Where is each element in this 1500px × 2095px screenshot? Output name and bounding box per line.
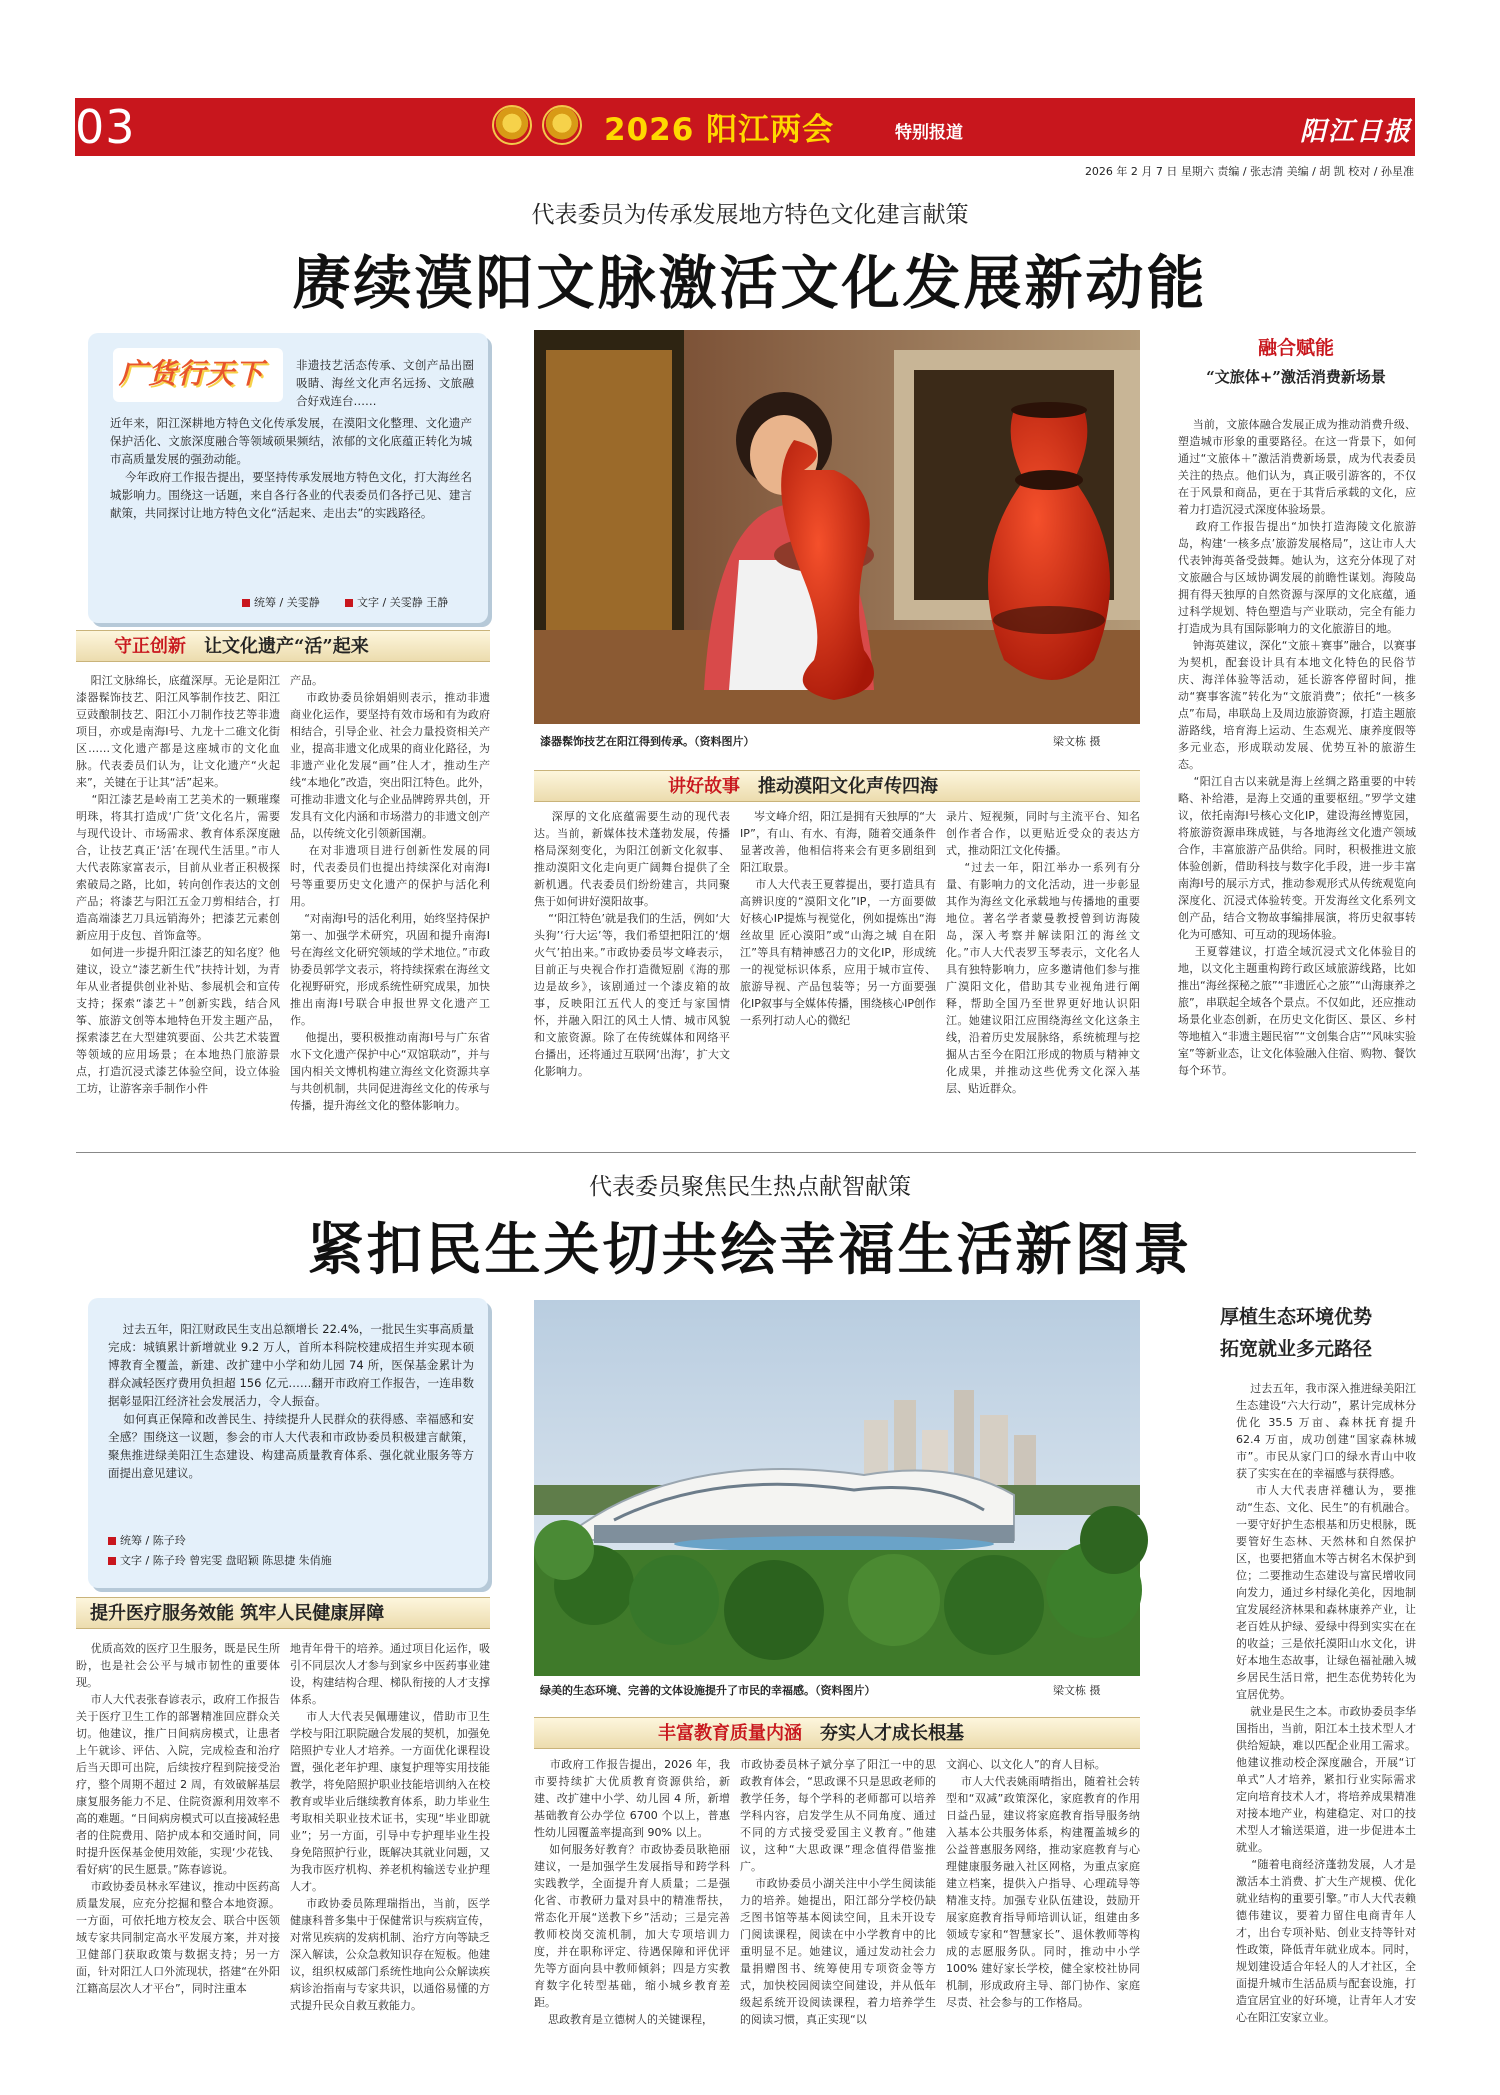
newspaper-logo: 阳江日报 xyxy=(1300,117,1413,147)
story1-kicker: 代表委员为传承发展地方特色文化建言献策 xyxy=(531,202,969,228)
story2-photo-credit: 梁文栋 摄 xyxy=(1053,1684,1101,1697)
story2-col5: 文润心、以文化人”的育人目标。 市人大代表姚雨晴指出，随着社会转型和“双减”政策深化，家庭教育的作用日益凸显，建议将家庭教育指导服务纳入基本公共服务体系，构建覆盖城乡的公益普惠服务网络，推动家庭教育与心理健康服务融入社区网格，为重点家庭建立档案，提供入户指导、心理疏导等精准支持。加强专业队伍建设，鼓励开展家庭教育指导师培训认证，组建由多领域专家和“智慧家长”、退休教师等构成的志愿服务队。同时，推动中小学 100% 建好家长学校，健全家校社协同机制，形成政府主导、部门协作、家庭尽责、社会参与的工作格局。 xyxy=(946,1758,1141,2009)
story1-col3: 深厚的文化底蕴需要生动的现代表达。当前，新媒体技术蓬勃发展，传播格局深刻变化，为阳江创新文化叙事、推动漠阳文化走向更广阔舞台提供了全新机遇。代表委员们纷纷建言，共同聚焦于如何讲好漠阳故事。 “‘阳江特色’就是我们的生活，例如‘大头狗’‘行大运’等，我们希望把阳江的‘烟火气’拍出来。”市政协委员岑文峰表示，目前正与央视合作打造微短剧《海的那边是故乡》，该剧通过一个漆皮箱的故事，反映阳江五代人的变迁与家国情怀，并融入阳江的风土人情、城市风貌和文旅资源。除了在传统媒体和网络平台播出，还将通过互联网‘出海’，扩大文化影响力。 xyxy=(534,810,731,1078)
story1-section1-head: 守正创新 让文化遗产“活”起来 xyxy=(76,630,490,662)
story2-side-head-1: 厚植生态环境优势 xyxy=(1219,1306,1372,1328)
story1-intro-text: 近年来，阳江深耕地方特色文化传承发展，在漠阳文化整理、文化遗产保护活化、文旅深度融合等领域硕果频结，浓郁的文化底蕴正转化为城市高质量发展的强劲动能。 今年政府工作报告提出，要坚持传承发展地方特色文化，打大海丝名城影响力。围绕这一话题，来自各行各业的代表委员们各抒己见、建言献策，共同探讨让地方特色文化“活起来、走出去”的实践路径。 xyxy=(110,416,473,520)
story1-col4: 岑文峰介绍，阳江是拥有天独厚的“大IP”，有山、有水、有海，随着交通条件显著改善，他相信将来会有更多剧组到阳江取景。 市人大代表王夏蓉提出，要打造具有高辨识度的“漠阳文化”IP，一方面要做好核心IP提炼与视觉化，例如提炼出“海丝故里 匠心漠阳”或“山海之城 自在阳江”等具有精神感召力的文化IP，形成统一的视觉标识体系，应用于城市宣传、旅游导视、产品包装等；另一方面要强化IP叙事与全媒体传播，围绕核心IP创作一系列打动人心的微纪 xyxy=(740,810,936,1027)
bullet-square-icon xyxy=(345,599,353,607)
story2-col2: 地青年骨干的培养。通过项目化运作，吸引不同层次人才参与到家乡中医药事业建设，构建结构合理、梯队衔接的人才支撑体系。 市人大代表吴佩珊建议，借助市卫生学校与阳江职院融合发展的契机，加强免陪照护专业人才培养。一方面优化课程设置，强化老年护理、康复护理等实用技能教学，将免陪照护职业技能培训纳入在校教育或毕业后继续教育体系，助力毕业生考取相关职业技术证书，实现“毕业即就业”；另一方面，引导中专护理毕业生投身免陪照护行业，既解决其就业问题，又为我市医疗机构、养老机构输送专业护理人才。 市政协委员陈理瑞指出，当前，医学健康科普多集中于保健常识与疾病宣传，对常见疾病的发病机制、治疗方向等缺乏深入解读，公众急救知识存在短板。他建议，组织权威部门系统性地向公众解读疾病诊治指南与专家共识，以通俗易懂的方式提升民众自救互救能力。 xyxy=(290,1642,490,2012)
story2-section2-head: 丰富教育质量内涵 夯实人才成长根基 xyxy=(534,1717,1140,1749)
lacquer-craft-photo xyxy=(534,330,1140,724)
cppcc-emblem-icon xyxy=(542,105,582,145)
bullet-square-icon xyxy=(108,1557,116,1565)
story2-col4: 市政协委员林子斌分享了阳江一中的思政教育体会，“思政课不只是思政老师的教学任务，每个学科的老师都可以培养学科内容，启发学生从不同角度、通过不同的方式接受爱国主义教育。”他建议，这种“大思政课”理念值得借鉴推广。 市政协委员小湖关注中小学生阅读能力的培养。她提出，阳江部分学校仍缺乏图书馆等基本阅读空间，且未开设专门阅读课程，阅读在中小学教育中的比重明显不足。她建议，通过发动社会力量捐赠图书、统筹使用专项资金等方式，加快校园阅读空间建设，并从低年级起系统开设阅读课程，着力培养学生的阅读习惯，真正实现“以 xyxy=(740,1758,936,2026)
story-divider xyxy=(76,1152,1416,1153)
story2-col6: 过去五年，我市深入推进绿美阳江生态建设“六大行动”，累计完成林分优化 35.5 万亩、森林抚育提升 62.4 万亩，成功创建“国家森林城市”。市民从家门口的绿水青山中收获了实实在在的幸福感与获得感。 市人大代表唐祥穗认为，要推动“生态、文化、民生”的有机融合。一要守好护生态根基和历史根脉，既要管好生态林、天然林和自然保护区，也要把猪血木等古树名木保护到位；二要推动生态建设与富民增收同向发力，通过乡村绿化美化，因地制宜发展经济林果和森林康养产业，让老百姓从护绿、爱绿中得到实实在在的收益；三是依托漠阳山水文化，讲好本地生态故事，让绿色福祉融入城乡居民生活日常，把生态优势转化为宜居优势。 就业是民生之本。市政协委员李华国指出，当前，阳江本土技术型人才供给短缺，难以匹配企业用工需求。他建议推动校企深度融合，开展“订单式”人才培养，紧扣行业实际需求定向培育技术人才，将培养成果精准对接本地产业，构建稳定、对口的技术型人才输送渠道，进一步促进本土就业。 “随着电商经济蓬勃发展，人才是激活本土消费、扩大生产规模、优化就业结构的重要引擎。”市人大代表赖德伟建议，要着力留住电商青年人才，出台专项补贴、创业支持等针对性政策，降低青年就业成本。同时，规划建设适合年轻人的人才社区，全面提升城市生活品质与配套设施，打造宜居宜业的好环境，让青年人才安心在阳江安家立业。 xyxy=(1236,1382,1416,2024)
story2-col1: 优质高效的医疗卫生服务，既是民生所盼，也是社会公平与城市韧性的重要体现。 市人大代表张春谚表示，政府工作报告关于医疗卫生工作的部署精准回应群众关切。他建议，推广日间病房模式，让患者上午就诊、评估、入院，完成检查和治疗后当天即可出院，后续按疗程到院接受治疗，整个周期不超过 2 周，有效破解基层康复服务能力不足、住院资源利用效率不高的难题。“日间病房模式可以直接减轻患者的住院费用、陪护成本和交通时间，同时提升医保基金使用效能，实现‘少花钱、看好病’的民生愿景。”陈春谚说。 市政协委员林永军建议，推动中医药高质量发展，应充分挖掘和整合本地资源。一方面，可依托地方校友会、联合中医领域专家共同制定高水平发展方案，并对接卫健部门获取政策与数据支持；另一方面，针对阳江人口外流现状，搭建“在外阳江籍高层次人才平台”，同时注重本 xyxy=(76,1642,280,1995)
story2-intro-text: 过去五年，阳江财政民生支出总额增长 22.4%，一批民生实事高质量完成：城镇累计新增就业 9.2 万人，首所本科院校建成招生并实现本硕博教育全覆盖，新建、改扩建中小学和幼儿园 74 所，医保基金累计为群众减轻医疗费用负担超 156 亿元……翻开市政府工作报告，一连串数据彰显阳江经济社会发展活力，令人振奋。 如何真正保障和改善民生、持续提升人民群众的获得感、幸福感和安全感？围绕这一议题，参会的市人大代表和市政协委员积极建言献策，聚焦推进绿美阳江生态建设、构建高质量教育体系、强化就业服务等方面提出意见建议。 xyxy=(108,1322,475,1480)
story1-col6: 当前，文旅体融合发展正成为推动消费升级、塑造城市形象的重要路径。在这一背景下，如何通过“文旅体＋”激活消费新场景，成为代表委员关注的热点。他们认为，真正吸引游客的，不仅在于风景和商品，更在于其背后承载的文化，应着力打造沉浸式深度体验场景。 政府工作报告提出“加快打造海陵文化旅游岛，构建‘一核多点’旅游发展格局”，这让市人大代表钟海英备受鼓舞。她认为，这充分体现了对文旅融合与区域协调发展的前瞻性谋划。海陵岛拥有得天独厚的自然资源与深厚的文化底蕴，通过科学规划、特色塑造与产业联动，完全有能力打造成为具有国际影响力的文化旅游目的地。 钟海英建议，深化“文旅＋赛事”融合，以赛事为契机，配套设计具有本地文化特色的民俗节庆、海洋体验等活动，延长游客停留时间，推动“赛事客流”转化为“文旅消费”；依托“一核多点”布局，串联岛上及周边旅游资源，打造主题旅游路线，培育海上运动、生态观光、康养度假等多元业态，形成联动发展、优势互补的旅游生态。 “阳江自古以来就是海上丝绸之路重要的中转略、补给港，是海上交通的重要枢纽。”罗学文建议，依托南海Ⅰ号核心文化IP，建设海丝博览园，将旅游资源串珠成链，与各地海丝文化遗产领域合作，丰富旅游产品供给。同时，积极推进文旅体验创新，借助科技与数字化手段，进一步丰富南海Ⅰ号的展示方式，推动参观形式从传统观览向深度化、沉浸式体验转变。开发海丝文化系列文创产品，结合文物故事编排展演，将历史叙事转化为可感知、可互动的现场体验。 王夏蓉建议，打造全域沉浸式文化体验目的地，以文化主题重构跨行政区域旅游线路，比如推出“海丝探秘之旅”“非遗匠心之旅”“山海康养之旅”，串联起全域各个景点。不仅如此，还应推动场景化业态创新，在历史文化街区、景区、乡村等地植入“非遗主题民宿”“文创集合店”“风味实验室”等新业态，让文化体验融入住宿、购物、餐饮每个环节。 xyxy=(1178,418,1416,1077)
story1-col2: 产品。 市政协委员徐娟娟则表示，推动非遗商业化运作，要坚持有效市场和有为政府相结合，引导企业、社会力量投资相关产业，提高非遗文化成果的商业化路径，为非遗产业化发展“画”住人才，推动生产线“本地化”改造，突出阳江特色。此外，可推动非遗文化与企业品牌跨界共创，开发具有文化内涵和市场潜力的非遗文创产品，以传统文化引领新国潮。 在对非遗项目进行创新性发展的同时，代表委员们也提出持续深化对南海Ⅰ号等重要历史文化遗产的保护与活化利用。 “对南海Ⅰ号的活化利用，始终坚持保护第一、加强学术研究，巩固和提升南海Ⅰ号在海丝文化研究领域的学术地位。”市政协委员郭学文表示，将持续探索在海丝文化视野研究，形成系统性研究成果，加快推出南海Ⅰ号联合申报世界文化遗产工作。 他提出，要积极推动南海Ⅰ号与广东省水下文化遗产保护中心“双馆联动”，并与国内相关文博机构建立海丝文化资源共享与共创机制，共同促进海丝文化的传承与传播，提升海丝文化的整体影响力。 xyxy=(290,674,490,1112)
story1-photo-caption: 漆器髹饰技艺在阳江得到传承。（资料图片） xyxy=(540,735,755,748)
ecology-city-photo xyxy=(534,1300,1140,1676)
bullet-square-icon xyxy=(242,599,250,607)
story1-intro-lead: 非遗技艺活态传承、文创产品出圈吸睛、海丝文化声名远扬、文旅融合好戏连台…… xyxy=(296,358,474,408)
story1-col5: 录片、短视频，同时与主流平台、知名创作者合作，以更贴近受众的表达方式，推动阳江文化传播。 “过去一年，阳江举办一系列有分量、有影响力的文化活动，进一步彰显其作为海丝文化承载地与传播地的重要地位。著名学者蒙曼教授曾到访海陵岛，深入考察并解读阳江的海丝文化。”市人大代表罗玉琴表示，文化名人具有独特影响力，应多邀请他们参与推广漠阳文化，借助其专业视角进行阐释，帮助全国乃至世界更好地认识阳江。她建议阳江应围绕海丝文化这条主线，沿着历史发展脉络，系统梳理与挖掘从古至今在阳江形成的物质与精神文化成果，并推动这些优秀文化深入基层、贴近群众。 xyxy=(946,810,1140,1095)
story2-credit-2: 文字 / 陈子玲 曾宪雯 盘昭颖 陈思捷 朱俏施 xyxy=(108,1552,332,1568)
section-brand-sub: 特别报道 xyxy=(895,123,963,143)
guanghuo-logo: 广货行天下 xyxy=(113,348,283,402)
story2-col3: 市政府工作报告提出，2026 年，我市要持续扩大优质教育资源供给，新建、改扩建中小学、幼儿园 4 所，新增基础教育公办学位 6700 个以上，普惠性幼儿园覆盖率提高到 90% 以上。 如何服务好教育？市政协委员耿艳丽建议，一是加强学生发展指导和跨学科实践教学，全面提升育人质量；二是强化省、市教研力量对县中的精准帮扶，常态化开展“送教下乡”活动；三是完善教师校岗交流机制，加大专项培训力度，并在职称评定、待遇保障和评优评先等方面向县中教师倾斜；四是方实教育数字化转型基础，缩小城乡教育差距。 思政教育是立德树人的关键课程， xyxy=(534,1758,730,2026)
story1-side-head: “文旅体+”激活消费新场景 xyxy=(1206,368,1386,386)
story1-photo-credit: 梁文栋 摄 xyxy=(1053,735,1101,748)
story2-section1-head: 提升医疗服务效能 筑牢人民健康屏障 xyxy=(76,1597,490,1629)
page-number: 03 xyxy=(75,100,136,154)
story2-photo-caption: 绿美的生态环境、完善的文体设施提升了市民的幸福感。（资料图片） xyxy=(540,1684,876,1697)
story2-headline: 紧扣民生关切共绘幸福生活新图景 xyxy=(307,1217,1193,1283)
story1-credit-1: 统筹 / 关雯静 xyxy=(242,594,320,610)
story1-side-head-red: 融合赋能 xyxy=(1257,337,1334,359)
story2-kicker: 代表委员聚焦民生热点献智献策 xyxy=(589,1174,911,1200)
story1-credit-2: 文字 / 关雯静 王静 xyxy=(345,594,448,610)
story1-headline: 赓续漠阳文脉激活文化发展新动能 xyxy=(292,249,1208,317)
story1-col1: 阳江文脉绵长，底蕴深厚。无论是阳江漆器髹饰技艺、阳江风筝制作技艺、阳江豆豉酿制技艺、阳江小刀制作技艺等非遗项目，亦或是南海Ⅰ号、九龙十二碓文化街区……文化遗产都是这座城市的文化血脉。代表委员们认为，让文化遗产“火起来”，关键在于让其“活”起来。 “阳江漆艺是岭南工艺美术的一颗璀璨明珠，将其打造成‘广货’文化名片，需要与现代设计、市场需求、教育体系深度融合，让技艺真正‘活’在现代生活里。”市人大代表陈家富表示，目前从业者正积极探索破局之路，比如，转向创作表达的文创产品；将漆艺与阳江五金刀剪相结合，打造高端漆艺刀具远销海外；把漆艺元素创新应用于皮包、首饰盒等。 如何进一步提升阳江漆艺的知名度？他建议，设立“漆艺新生代”扶持计划，为青年从业者提供创业补贴、参展机会和宣传支持；探索“漆艺＋”创新实践，结合风筝、旅游文创等本地特色开发主题产品，探索漆艺在大型建筑要面、公共艺术装置等领域的应用场景；在本地热门旅游景点，打造沉浸式漆艺体验空间，设立体验工坊，让游客亲手制作小件 xyxy=(76,674,280,1095)
story2-side-head-2: 拓宽就业多元路径 xyxy=(1219,1338,1372,1360)
dateline: 2026 年 2 月 7 日 星期六 责编 / 张志清 美编 / 胡 凯 校对 / 孙星准 xyxy=(1084,165,1414,178)
section-brand: 2026 阳江两会 xyxy=(604,112,835,148)
story2-credit-1: 统筹 / 陈子玲 xyxy=(108,1532,186,1548)
bullet-square-icon xyxy=(108,1537,116,1545)
national-emblem-icon xyxy=(492,105,532,145)
story1-section2-head: 讲好故事 推动漠阳文化声传四海 xyxy=(534,770,1140,802)
